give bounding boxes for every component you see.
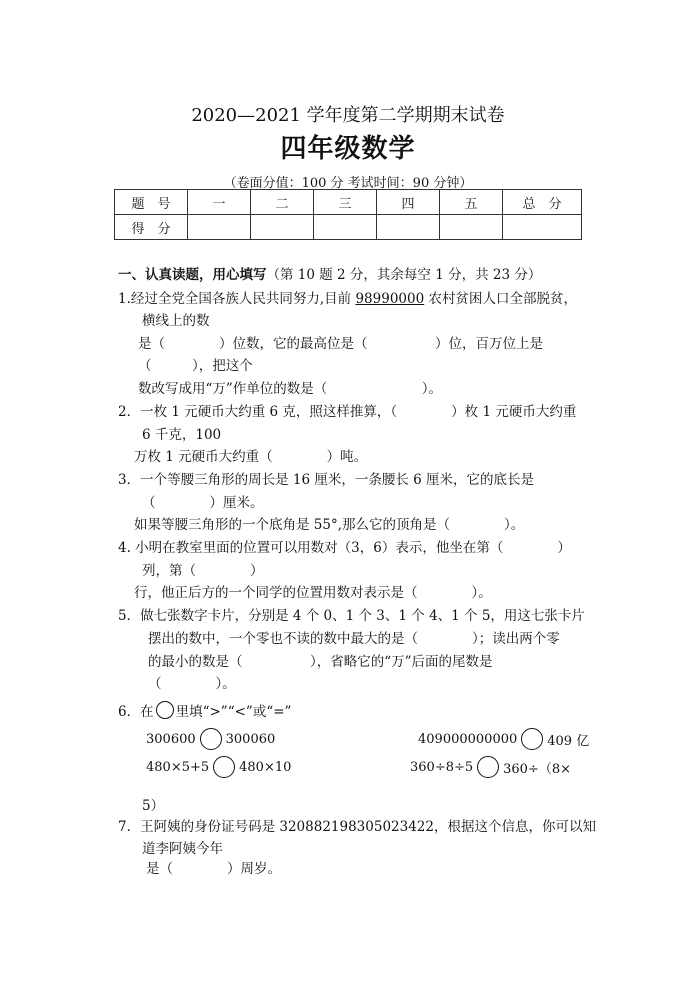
question-4-line-1: 4. 小明在教室里面的位置可以用数对（3，6）表示，他坐在第（ ） <box>118 540 571 556</box>
score-header-cell: 一 <box>188 190 251 215</box>
compare-row-1 <box>146 728 275 750</box>
score-cell[interactable] <box>440 215 503 240</box>
score-row-label: 得 分 <box>115 215 188 240</box>
question-7-line-2: 道李阿姨今年 <box>142 841 223 857</box>
q6-suffix: 里填“>”“<”或“=” <box>175 704 292 720</box>
question-7-line-3: 是（ ）周岁。 <box>146 861 281 877</box>
question-1-line-2: 横线上的数 <box>142 313 210 329</box>
score-header-cell: 四 <box>377 190 440 215</box>
compare-blank-circle[interactable] <box>213 756 235 778</box>
question-5-line-4: （ ）。 <box>148 676 236 692</box>
question-2-line-1: 2．一枚 1 元硬币大约重 6 克，照这样推算，（ ）枚 1 元硬币大约重 <box>118 404 577 420</box>
compare-row-2 <box>418 728 589 750</box>
score-cell[interactable] <box>188 215 251 240</box>
exam-info: （卷面分值：100 分 考试时间：90 分钟） <box>223 176 473 191</box>
score-cell[interactable] <box>314 215 377 240</box>
score-header-cell: 五 <box>440 190 503 215</box>
compare-row-4 <box>410 756 571 778</box>
question-2-line-3: 万枚 1 元硬币大约重（ ）吨。 <box>134 449 368 465</box>
question-3-line-3: 如果等腰三角形的一个底角是 55°,那么它的顶角是（ ）。 <box>134 517 525 533</box>
question-1-line-3: 是（ ）位数，它的最高位是（ ）位，百万位上是 <box>138 336 543 352</box>
score-table <box>114 189 582 240</box>
section-heading <box>118 263 541 283</box>
score-cell[interactable] <box>251 215 314 240</box>
score-cell[interactable] <box>503 215 582 240</box>
compare-right-value: 360÷（8× <box>503 761 572 777</box>
compare-right-value: 300060 <box>225 731 276 747</box>
question-5-line-1: 5．做七张数字卡片，分别是 4 个 0、1 个 3、1 个 4、1 个 5，用这七张卡片 <box>118 608 585 624</box>
question-2-line-2: 6 千克，100 <box>142 427 222 443</box>
score-header-cell: 三 <box>314 190 377 215</box>
question-1-line-4: （ ），把这个 <box>138 358 253 374</box>
exam-title-year: 2020—2021 学年度第二学期期末试卷 <box>191 105 505 126</box>
question-1-line-5: 数改写成用“万”作单位的数是（ ）。 <box>138 381 443 397</box>
question-3-line-1: 3．一个等腰三角形的周长是 16 厘米，一条腰长 6 厘米，它的底长是 <box>118 472 535 488</box>
compare-row-4-continuation: 5） <box>142 798 165 814</box>
score-header-cell: 二 <box>251 190 314 215</box>
question-1-line-1 <box>118 287 577 307</box>
compare-right-value: 480×10 <box>239 759 292 775</box>
score-table-header-row <box>115 190 582 215</box>
q1-text-b: 农村贫困人口全部脱贫， <box>424 291 577 307</box>
compare-left-value: 409000000000 <box>418 731 518 747</box>
score-cell[interactable] <box>377 215 440 240</box>
question-4-line-2: 列，第（ ） <box>142 563 264 579</box>
question-6-prompt <box>118 700 291 720</box>
compare-blank-circle[interactable] <box>477 756 499 778</box>
question-3-line-2: （ ）厘米。 <box>142 495 264 511</box>
compare-left-value: 480×5+5 <box>146 759 210 775</box>
score-header-cell: 题 号 <box>115 190 188 215</box>
exam-title-subject: 四年级数学 <box>280 134 416 164</box>
question-7-line-1: 7．王阿姨的身份证号码是 320882198305023422，根据这个信息，你可以知 <box>118 819 596 835</box>
question-4-line-3: 行，他正后方的一个同学的位置用数对表示是（ ）。 <box>134 585 492 601</box>
score-header-cell: 总 分 <box>503 190 582 215</box>
compare-blank-circle[interactable] <box>521 728 543 750</box>
section-note: （第 10 题 2 分，其余每空 1 分，共 23 分） <box>266 267 542 283</box>
q6-prefix: 6．在 <box>118 704 154 720</box>
compare-right-value: 409 亿 <box>547 733 590 749</box>
q1-number: 98990000 <box>355 291 425 307</box>
section-title: 一、认真读题，用心填写 <box>118 267 267 283</box>
q1-text-a: 1.经过全党全国各族人民共同努力,目前 <box>118 291 356 307</box>
compare-blank-circle[interactable] <box>200 728 222 750</box>
score-table-score-row <box>115 215 582 240</box>
compare-row-3 <box>146 756 291 778</box>
compare-circle-icon <box>156 701 174 719</box>
compare-left-value: 300600 <box>146 731 196 747</box>
compare-left-value: 360÷8÷5 <box>410 759 474 775</box>
question-5-line-2: 摆出的数中，一个零也不读的数中最大的是（ ）；读出两个零 <box>148 631 560 647</box>
question-5-line-3: 的最小的数是（ ），省略它的“万”后面的尾数是 <box>148 654 493 670</box>
